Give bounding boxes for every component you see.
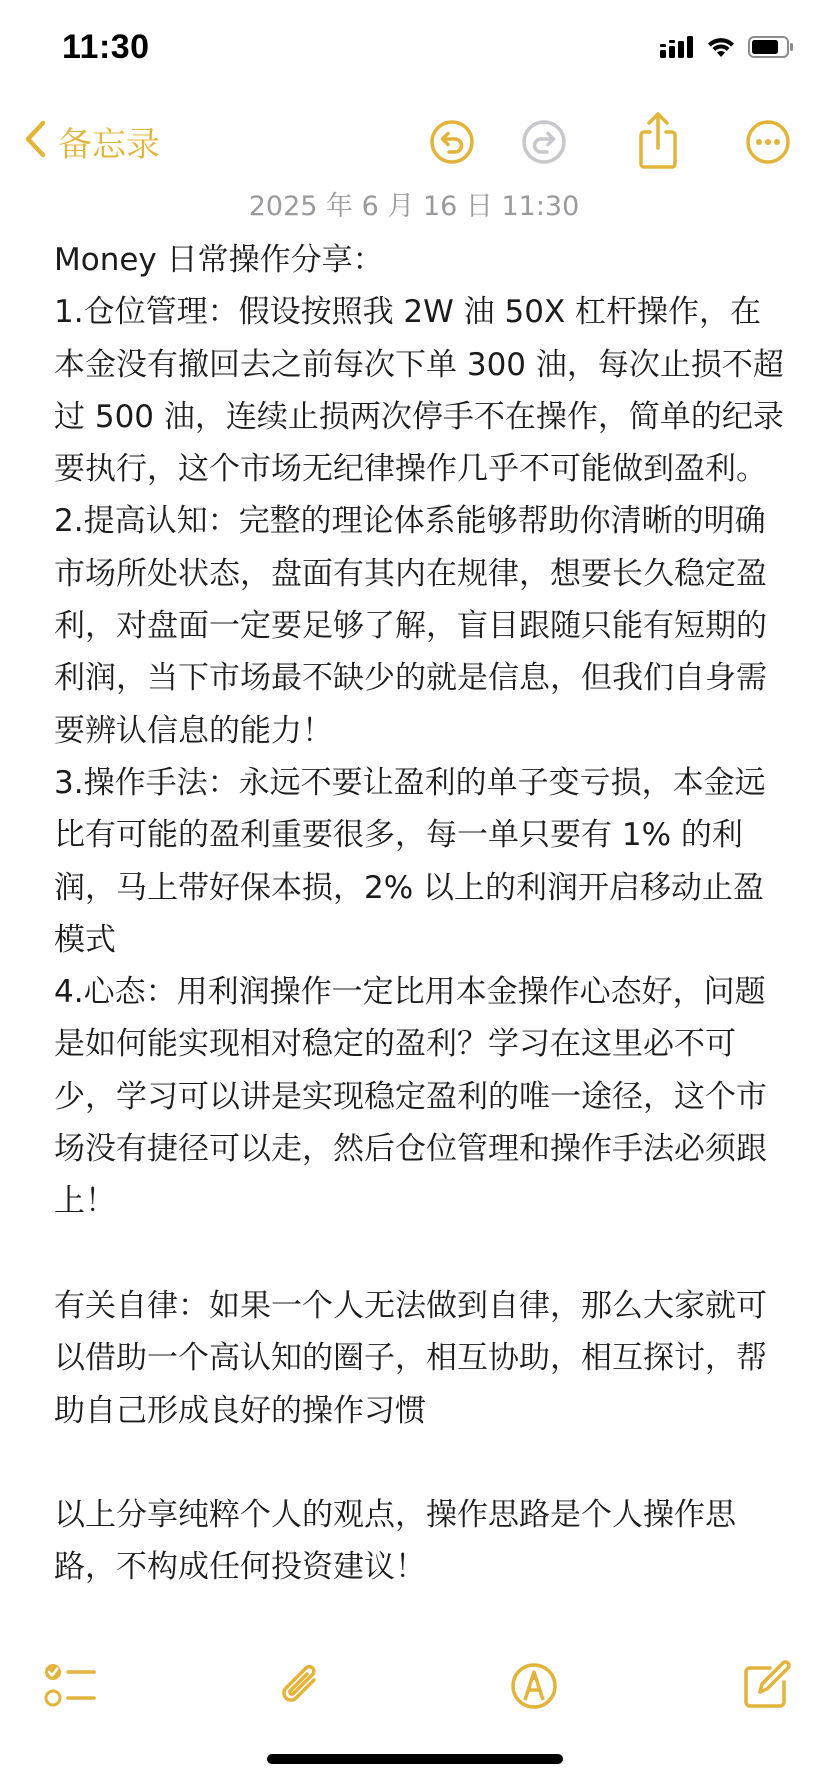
back-button[interactable]	[22, 116, 160, 166]
note-paragraph: 以上分享纯粹个人的观点，操作思路是个人操作思路，不构成任何投资建议！	[54, 1497, 736, 1586]
status-time: 11:30	[62, 28, 150, 66]
battery-icon	[748, 36, 794, 62]
navigation-bar	[0, 100, 828, 184]
note-date: 2025 年 6 月 16 日 11:30	[248, 191, 580, 222]
attachment-icon[interactable]	[270, 1656, 330, 1716]
redo-icon[interactable]	[516, 114, 572, 170]
undo-icon[interactable]	[424, 114, 480, 170]
more-icon[interactable]	[740, 114, 796, 170]
status-icons	[660, 34, 794, 64]
share-icon[interactable]	[630, 108, 686, 172]
home-indicator[interactable]	[267, 1754, 563, 1764]
note-body[interactable]	[54, 234, 784, 1594]
chevron-left-icon	[22, 119, 48, 163]
compose-icon[interactable]	[736, 1656, 796, 1716]
blank-line	[54, 1437, 784, 1489]
note-paragraph: 3.操作手法：永远不要让盈利的单子变亏损，本金远比有可能的盈利重要很多，每一单只要有 1% 的利润，马上带好保本损，2% 以上的利润开启移动止盈模式	[54, 764, 766, 958]
bottom-toolbar	[0, 1650, 828, 1730]
status-bar	[0, 0, 828, 100]
note-paragraph: 有关自律：如果一个人无法做到自律，那么大家就可以借助一个高认知的圈子，相互协助，相互探讨，帮助自己形成良好的操作习惯	[54, 1287, 767, 1429]
checklist-icon[interactable]	[40, 1656, 100, 1716]
wifi-icon	[706, 36, 736, 62]
note-paragraph: 1.仓位管理：假设按照我 2W 油 50X 杠杆操作，在本金没有撤回去之前每次下单 300 油，每次止损不超过 500 油，连续止损两次停手不在操作，简单的纪录要执行，这个市场无纪律操作几乎不可能做到盈利。	[54, 294, 784, 488]
blank-line	[54, 1228, 784, 1280]
note-paragraph: 2.提高认知：完整的理论体系能够帮助你清晰的明确市场所处状态，盘面有其内在规律，想要长久稳定盈利，对盘面一定要足够了解，盲目跟随只能有短期的利润，当下市场最不缺少的就是信息，但我们自身需要辨认信息的能力！	[54, 503, 767, 749]
note-paragraph: Money 日常操作分享：	[54, 242, 384, 278]
note-paragraph: 4.心态：用利润操作一定比用本金操作心态好，问题是如何能实现相对稳定的盈利？学习在这里必不可少，学习可以讲是实现稳定盈利的唯一途径，这个市场没有捷径可以走，然后仓位管理和操作手法必须跟上！	[54, 974, 767, 1220]
markup-icon[interactable]	[504, 1656, 564, 1716]
cellular-signal-icon	[660, 36, 694, 62]
back-label: 备忘录	[58, 124, 160, 165]
